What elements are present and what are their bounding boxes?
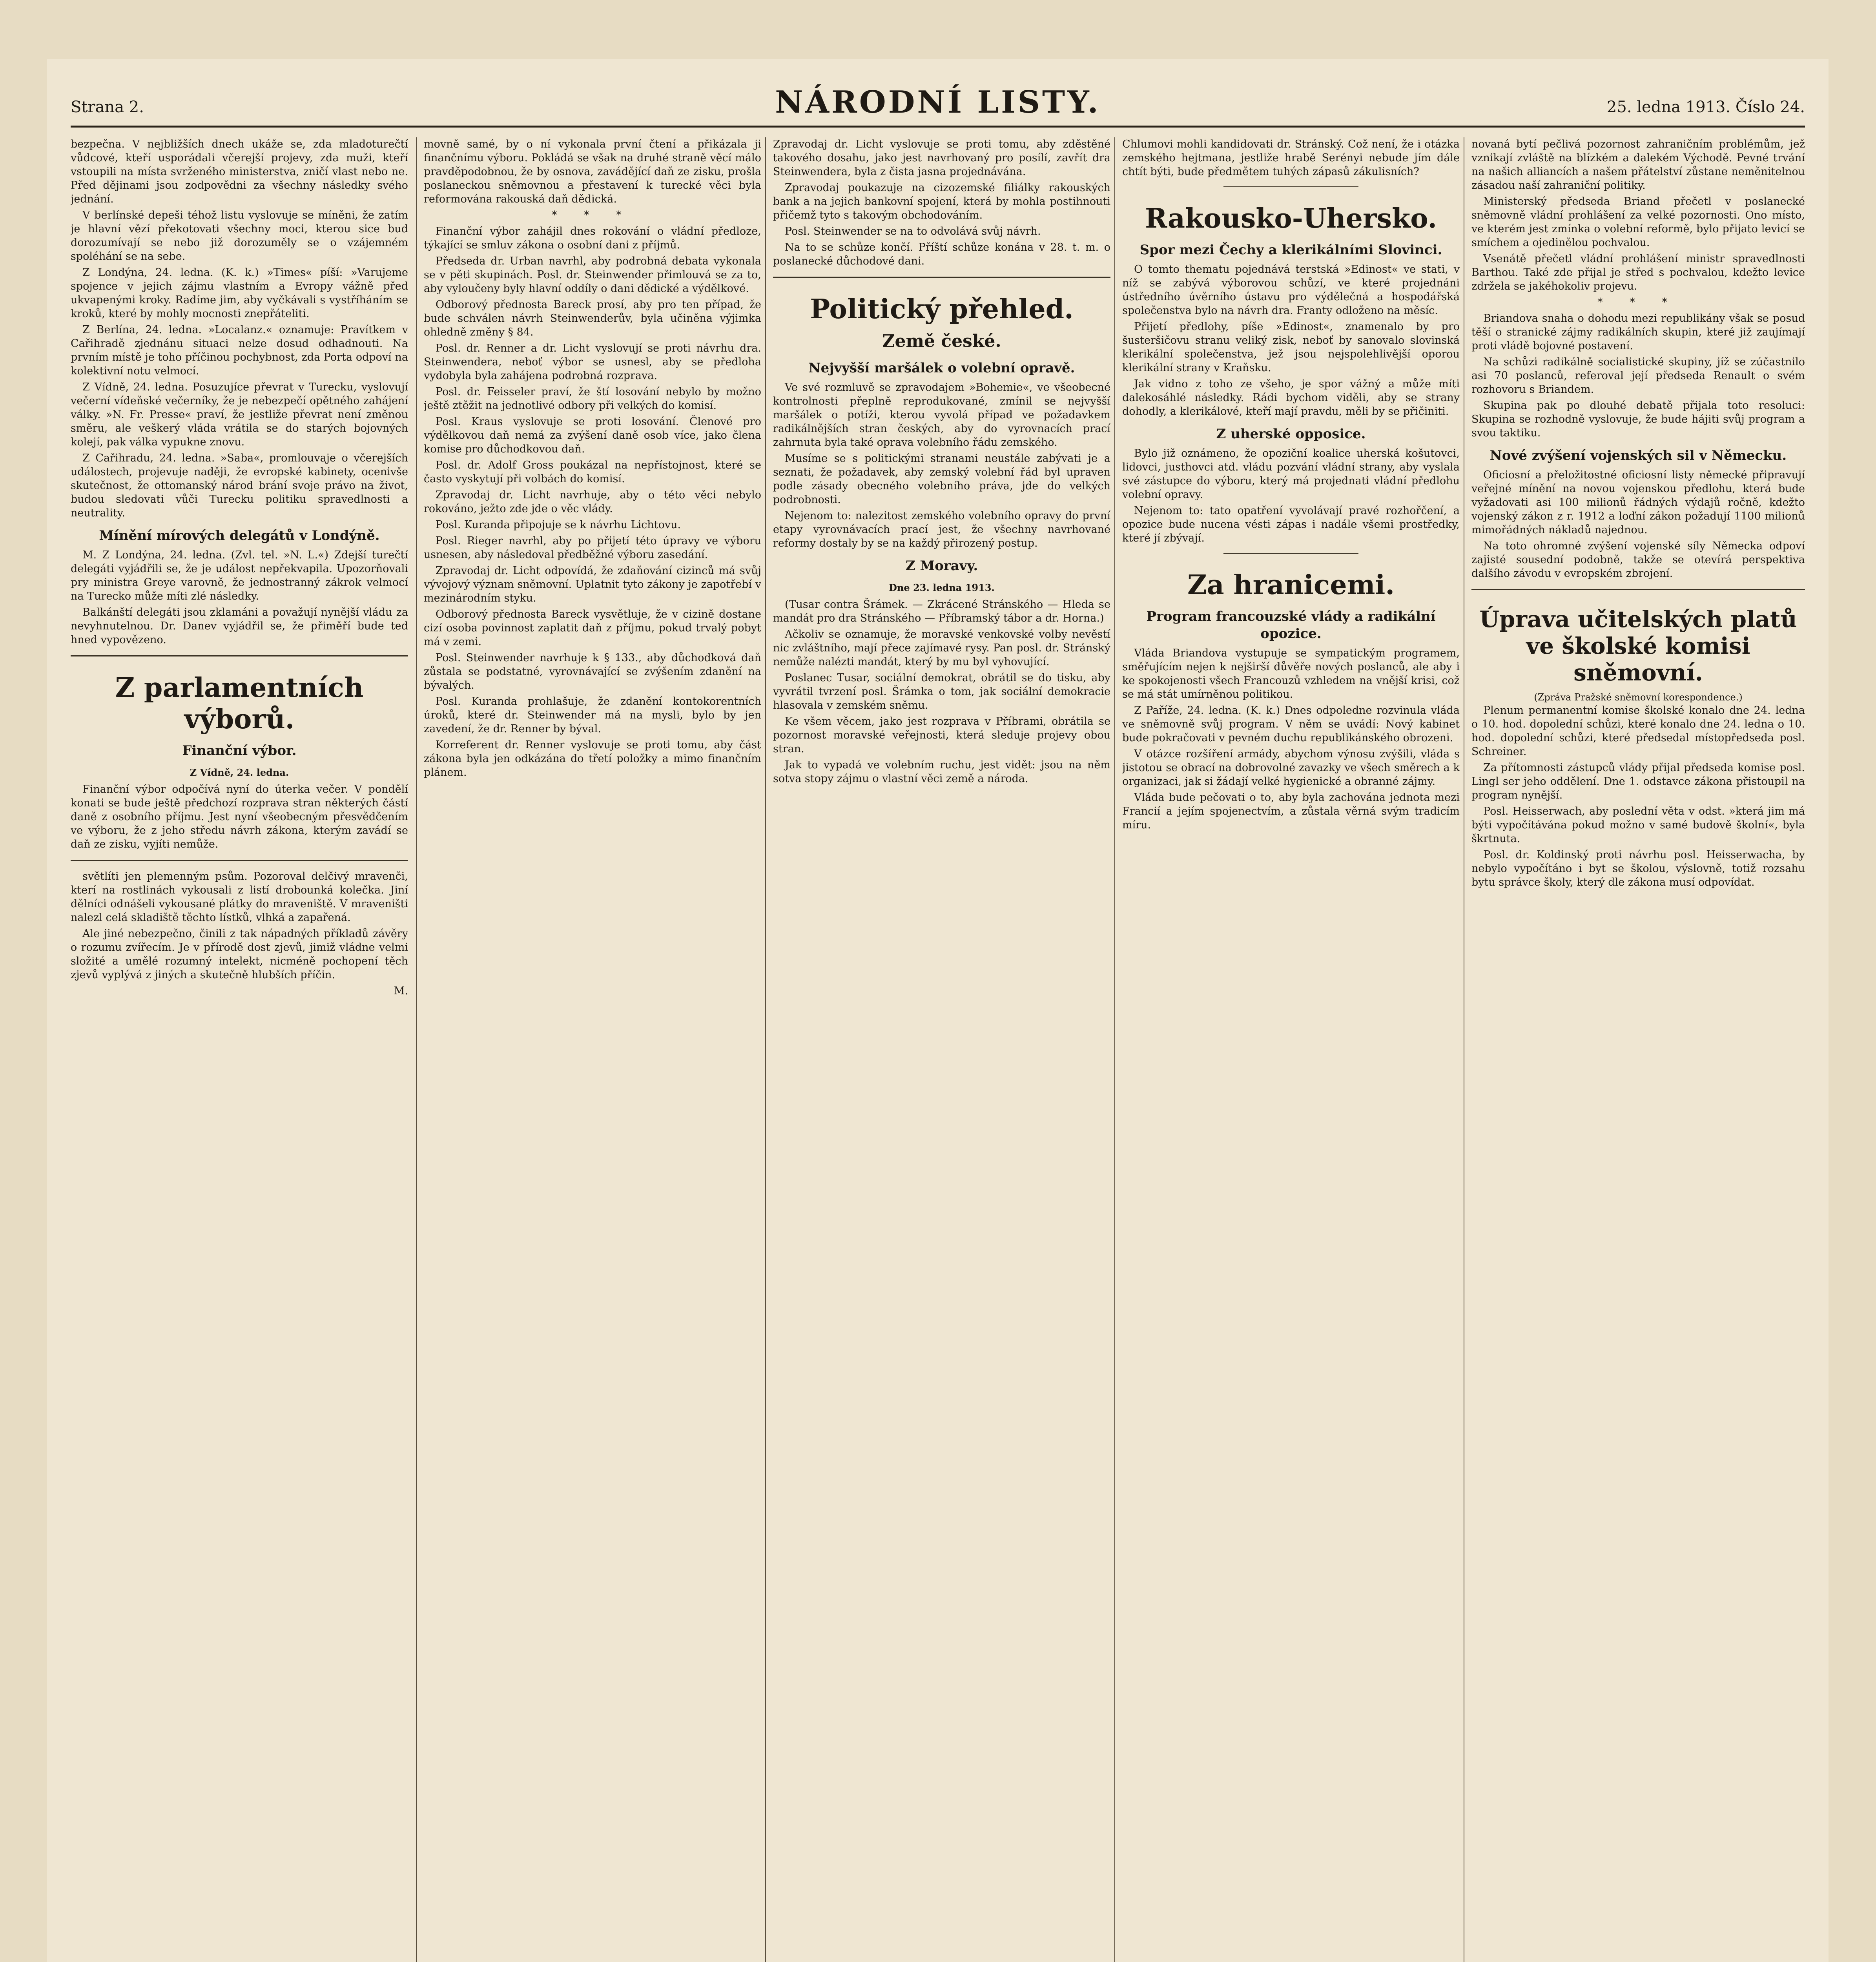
paragraph: Posl. Kraus vyslovuje se proti losování. Členové pro výdělkovou daň nemá za zvýšení daně osob více, jako člena komise pro důchodkovou daň.	[424, 416, 761, 455]
paragraph: Posl. dr. Adolf Gross poukázal na nepřístojnost, které se často vyskytují při volbách do komisí.	[424, 459, 761, 485]
paragraph: Z Cařihradu, 24. ledna. »Saba«, promlouvaje o včerejších událostech, projevuje naději, že evropské kabinety, ocenivše skutečnost, že ottomanský národ brání svoje právo na život, budou sledovati vůči Turecku politiku spravedlnosti a neutrality.	[71, 452, 408, 519]
paragraph: Chlumovi mohli kandidovati dr. Stránský. Což není, že i otázka zemského hejtmana, jestliže hrabě Serényi nebude jím dále chtít býti, bude předmětem tuhých zápasů zákulisních?	[1122, 138, 1460, 178]
paragraph: Odborový přednosta Bareck prosí, aby pro ten případ, že bude schválen návrh Steinwenderův, byla učiněna výjimka ohledně změny § 84.	[424, 299, 761, 338]
dateline: Z Vídně, 24. ledna.	[190, 767, 289, 778]
paragraph: Finanční výbor zahájil dnes rokování o vládní předloze, týkající se smluv zákona o osobní dani z příjmů.	[424, 225, 761, 251]
paragraph: Vsenátě přečetl vládní prohlášení ministr spravedlnosti Barthou. Také zde přijal je střed s pochvalou, kdežto levice zdržela se jakéhokoliv projevu.	[1471, 253, 1805, 292]
paragraph: Bylo již oznámeno, že opoziční koalice uherská košutovci, lidovci, justhovci atd. vládu pozvání vládní strany, aby vyslala své zástupce do výboru, který má projednati vládní předlohu volební opravy.	[1122, 447, 1460, 501]
paragraph: Zpravodaj dr. Licht odpovídá, že zdaňování cizinců má svůj vývojový význam sněmovní. Uplatnit tyto zákony je zapotřebí v mezinárodním styku.	[424, 565, 761, 604]
paragraph: V otázce rozšíření armády, abychom výnosu zvýšili, vláda s jistotou se obrací na dobrovolné zavazky ve všech směrech a k organizaci, jak si žádají velké hygienické a obranné zájmy.	[1122, 748, 1460, 788]
section-heading: Mínění mírových delegátů v Londýně.	[99, 528, 380, 543]
source-note: (Zpráva Pražské sněmovní korespondence.)	[1534, 692, 1743, 703]
paragraph: Posl. Steinwender se na to odvolává svůj návrh.	[785, 225, 1041, 237]
paragraph: Finanční výbor odpočívá nyní do úterka večer. V pondělí konati se bude ještě předchozí rozprava stran některých částí daně z osobního příjmu. Jest nyní všeobecným přesvědčením ve výboru, že z jeho středu návrh zákona, kterým zavádí se daň ze zisku, vyjíti nemůže.	[71, 783, 408, 850]
column-rule	[416, 137, 417, 1962]
paragraph: Jak to vypadá ve volebním ruchu, jest vidět: jsou na něm sotva stopy zájmu o vlastní věci země a národa.	[773, 759, 1110, 785]
divider	[773, 277, 1110, 278]
paragraph: bezpečna. V nejbližších dnech ukáže se, zda mladoturečtí vůdcové, kteří usporádali včerejší projevy, zda muži, kteří vstoupili na místa svrženého ministerstva, zničí vlast nebo ne. Před dějinami jsou zodpovědni za všechny následky svého jednání.	[71, 138, 408, 205]
divider	[1223, 186, 1358, 187]
paragraph: Zpravodaj poukazuje na cizozemské filiálky rakouských bank a na jejich bankovní spojení, která by mohla postihnouti přičemž tyto s takovým obchodováním.	[773, 182, 1110, 221]
column-rule	[765, 137, 766, 1962]
section-subtitle: Země české.	[882, 331, 1001, 351]
paragraph: Z Londýna, 24. ledna. (K. k.) »Times« píší: »Varujeme spojence v jejich zájmu vlastním a Evropy vážně před ukvapenými kroky. Radíme jim, aby vyčkávali s vystříháním se kroků, které by mohly mocnosti znepřáteliti.	[71, 266, 408, 320]
paragraph: Ministerský předseda Briand přečetl v poslanecké sněmovně vládní prohlášení za velké pozornosti. Ono místo, ve kterém jest zmínka o volební reformě, bylo přijato levicí se smíchem a ojedinělou pochvalou.	[1471, 195, 1805, 249]
paragraph: Jak vidno z toho ze všeho, je spor vážný a může míti dalekosáhlé následky. Rádi bychom viděli, aby se strany dohodly, a klerikálové, kteří mají pravdu, měli by se přičiniti.	[1122, 378, 1460, 418]
paragraph: Nejenom to: nalezitost zemského volebního opravy do první etapy vyrovnávacích prací jest, že všechny navrhované reformy dostaly by se na každý přirozený postup.	[773, 510, 1110, 549]
paragraph: Vláda bude pečovati o to, aby byla zachována jednota mezi Francií a jejím spojenectvím, a zůstala věrná svým tradicím míru.	[1122, 791, 1460, 831]
paragraph: Na toto ohromné zvýšení vojenské síly Německa odpoví zajisté sousední podobně, takže se otevírá perspektiva dalšího závodu v evropském zbrojení.	[1471, 540, 1805, 580]
divider	[71, 860, 408, 861]
columns	[71, 137, 1805, 1962]
paragraph: Ve své rozmluvě se zpravodajem »Bohemie«, ve všeobecné kontrolnosti přeplně reprodukované, zmínil se nejvyšší maršálek o potíži, kterou vyvolá případ ve požadavkem radikálnějších stran českých, aby do vyrovnacích prací zahrnuta byla také oprava volebního řádu zemského.	[773, 381, 1110, 449]
newspaper-page	[47, 59, 1829, 1962]
paragraph: O tomto thematu pojednává terstská »Edinost« ve stati, v níž se zabývá výborovou schůzí, ve které projednáni ústředního úvěrního ústavu pro výdělečná a hospodářská společenstva bylo na návrh dra. Franty odloženo na měsíc.	[1122, 263, 1460, 317]
column-2	[424, 137, 761, 1962]
paragraph: Briandova snaha o dohodu mezi republikány však se posud těší o stranické zájmy radikálních skupin, které již zaujímají proti vládě bojovné postavení.	[1471, 312, 1805, 352]
paragraph: Posl. Kuranda prohlašuje, že zdanění kontokorentních úroků, které dr. Steinwender má na mysli, bylo by jen zavedení, že dr. Renner by býval.	[424, 695, 761, 735]
paragraph: Předseda dr. Urban navrhl, aby podrobná debata vykonala se v pěti skupinách. Posl. dr. Steinwender přimlouvá se za to, aby vyloučeny byly hlavní oddíly o dani dědické a výdělkové.	[424, 255, 761, 295]
column-4	[1122, 137, 1460, 1962]
signature: M.	[394, 985, 408, 997]
newspaper-title: NÁRODNÍ LISTY.	[775, 84, 1101, 120]
paragraph: Na schůzi radikálně socialistické skupiny, jíž se zúčastnilo asi 70 poslanců, referoval její předseda Renault o svém rozhovoru s Briandem.	[1471, 356, 1805, 396]
paragraph: Na to se schůze končí. Příští schůze konána v 28. t. m. o poslanecké důchodové dani.	[773, 241, 1110, 267]
paragraph: Skupina pak po dlouhé debatě přijala toto resoluci: Skupina se rozhodně vyslovuje, že bude hájiti svůj program a svou taktiku.	[1471, 399, 1805, 439]
divider	[1223, 553, 1358, 554]
paragraph: Z Vídně, 24. ledna. Posuzujíce převrat v Turecku, vyslovují večerní vídeňské večerníky, že je nebezpečí opětného zahájení války. »N. Fr. Presse« praví, že jestliže převrat není změnou směru, ale veškerý vláda vrátila se do starých bojovných kolejí, pak válka vypukne znovu.	[71, 381, 408, 448]
paragraph: Zpravodaj dr. Licht navrhuje, aby o této věci nebylo rokováno, ježto zde jde o věc vlády.	[424, 489, 761, 515]
article-heading: Nové zvýšení vojenských sil v Německu.	[1489, 448, 1787, 463]
paragraph: Za přítomnosti zástupců vlády přijal předseda komise posl. Lingl ser jeho oddělení. Dne 1. odstavce zákona přistoupil na program nynější.	[1471, 762, 1805, 801]
paragraph: Korreferent dr. Renner vyslovuje se proti tomu, aby část zákona byla jen odkázána do třetí položky a mimo finančním plánem.	[424, 739, 761, 779]
paragraph: Odborový přednosta Bareck vysvětluje, že v cizině dostane cizí osoba povinnost zaplatit daň z příjmu, pokud trvalý pobyt má v zemi.	[424, 608, 761, 648]
paragraph: Posl. dr. Renner a dr. Licht vyslovují se proti návrhu dra. Steinwendera, neboť výbor se usnesl, aby se předloha vydobyla byla zahájena podrobná rozprava.	[424, 342, 761, 382]
paragraph: Posl. Heisserwach, aby poslední věta v odst. »která jim má býti vypočítávána pokud možno v samé budově školní«, byla škrtnuta.	[1471, 805, 1805, 845]
paragraph: Oficiosní a přeložitostné oficiosní listy německé připravují veřejné mínění na novou vojenskou předlohu, která bude vyžadovati asi 100 milionů řádných výdajů ročně, kdežto vojenský zákon z r. 1912 a loďní zákon požadují 1100 milionů mimořádných nákladů najednou.	[1471, 469, 1805, 536]
paragraph: Ke všem věcem, jako jest rozprava v Příbrami, obrátila se pozornost moravské veřejnosti, která sleduje projevy obou stran.	[773, 715, 1110, 755]
issue-date: 25. ledna 1913. Číslo 24.	[1606, 98, 1805, 116]
article-heading: Nejvyšší maršálek o volební opravě.	[808, 360, 1075, 376]
divider	[1471, 589, 1805, 590]
running-header	[71, 82, 1805, 128]
section-title: Politický přehled.	[810, 294, 1074, 325]
column-1	[71, 137, 408, 1962]
paragraph: Ačkoliv se oznamuje, že moravské venkovské volby nevěstí nic zvláštního, mají přece zajímavé rysy. Pan posl. dr. Stránský nemůže nalézti mandát, který by mu byl vyhovující.	[773, 628, 1110, 668]
article-heading: Spor mezi Čechy a klerikálními Slovinci.	[1139, 242, 1442, 258]
paragraph: Plenum permanentní komise školské konalo dne 24. ledna o 10. hod. dopolední schůzi, které konalo dne 24. ledna o 10. hod. dopolední schůzi, které předsedal místopředseda posl. Schreiner.	[1471, 704, 1805, 758]
paragraph: Vláda Briandova vystupuje se sympatickým programem, směřujícím nejen k nejširší důvěře nových poslanců, ale aby i ke spokojenosti všech Francouzů vzhledem na vnější krisi, což se má stát umírněnou politikou.	[1122, 647, 1460, 700]
column-3	[773, 137, 1110, 1962]
paragraph: světlíti jen plemenným psům. Pozoroval delčivý mravenči, kterí na rostlinách vykousali z listí drobounká kolečka. Jiní dělníci odnášeli vykousané plátky do mraveniště. V mraveništi nalezl celá skladiště těchto lístků, vlhká a zapařená.	[71, 870, 408, 924]
section-title: Úprava učitelských platů ve školské komisi sněmovní.	[1479, 606, 1797, 686]
section-title: Z parlamentních výborů.	[115, 672, 364, 735]
paragraph: novaná bytí pečlivá pozornost zahraničním problémům, jež vznikají zvláště na blízkém a dalekém Východě. Pevné trvání na našich alliancích a našem přátelství zůstane neměnitelnou zásadou naší zahraniční politiky.	[1471, 138, 1805, 191]
paragraph: Nejenom to: tato opatření vyvolávají pravé rozhořčení, a opozice bude nucena vésti zápas i nadále všemi prostředky, které jí zbývají.	[1122, 505, 1460, 544]
stars-divider: * * *	[1597, 296, 1679, 308]
dateline: Dne 23. ledna 1913.	[889, 582, 995, 593]
paragraph: movně samé, by o ní vykonala první čtení a přikázala ji finančnímu výboru. Pokládá se však na druhé straně věcí málo pravděpodobnou, že by osnova, zavádějící daň ze zisku, prošla poslaneckou sněmovnou a přestavení k turecké věci byla reformována rakouská daň dědická.	[424, 138, 761, 205]
article-heading: Z uherské opposice.	[1216, 426, 1366, 442]
paragraph: V berlínské depeši téhož listu vyslovuje se míněni, že zatím je hlavní vězí překotovati všechny moci, kterou sice bud dorozumívají se nebo již dorozuměly se o vzájemném spoléhání se na sebe.	[71, 209, 408, 263]
stars-divider: * * *	[552, 209, 633, 221]
paragraph: Z Berlína, 24. ledna. »Localanz.« oznamuje: Pravítkem v Cařihradě zjednánu situaci nelze dosud odhadnouti. Na prvním místě je toho příčinou pochybnost, zda Porta odpoví na kolektivní notu velmocí.	[71, 324, 408, 377]
column-5	[1471, 137, 1805, 1962]
paragraph: Posl. Rieger navrhl, aby po přijetí této úpravy ve výboru usnesen, aby následoval předběžné výboru zasedání.	[424, 535, 761, 561]
article-heading: Z Moravy.	[905, 558, 978, 574]
column-rule	[1114, 137, 1115, 1962]
paragraph: Ale jiné nebezpečno, činili z tak nápadných příkladů závěry o rozumu zvířecím. Je v přírodě dost zjevů, jimiž vládne velmi složité a umělé rozumný intelekt, nicméně pochopení těch zjevů vyplývá z jiných a skutečně hlubších příčin.	[71, 928, 408, 981]
paragraph: Přijetí předlohy, píše »Edinost«, znamenalo by pro šusteršičovu stranu veliký zisk, neboť by sanovalo slovinská klerikální společenstva, jež jsou nejspolehlivější oporou klerikální strany v Kraňsku.	[1122, 321, 1460, 374]
paragraph: M. Z Londýna, 24. ledna. (Zvl. tel. »N. L.«) Zdejší turečtí delegáti vyjádřili se, že je událost nepřekvapila. Upozorňovali pry ministra Greye varovně, že jednostranný zákrok velmocí na Turecko může míti zlé následky.	[71, 549, 408, 602]
paragraph: (Tusar contra Šrámek. — Zkrácené Stránského — Hleda se mandát pro dra Stránského — Příbramský tábor a dr. Horna.)	[773, 598, 1110, 624]
paragraph: Musíme se s politickými stranami neustále zabývati je a seznati, že požadavek, aby zemský volební řád byl upraven podle zásady obecného volebního práva, jde do velkých podrobnosti.	[773, 452, 1110, 506]
paragraph: Poslanec Tusar, sociální demokrat, obrátil se do tisku, aby vyvrátil tvrzení posl. Šrámka o tom, jak sociální demokracie hlasovala v zemském sněmu.	[773, 672, 1110, 711]
paragraph: Posl. dr. Feisseler praví, že ští losování nebylo by možno ještě ztěžit na jednotlivé odbory při velkých do komisí.	[424, 386, 761, 412]
article-heading: Program francouzské vlády a radikální opozice.	[1146, 609, 1436, 642]
section-title: Rakousko-Uhersko.	[1145, 203, 1437, 234]
divider	[71, 655, 408, 656]
section-subtitle: Finanční výbor.	[182, 743, 297, 759]
paragraph: Z Paříže, 24. ledna. (K. k.) Dnes odpoledne rozvinula vláda ve sněmovně svůj program. V něm se uvádí: Nový kabinet bude pokračovati v pevném duchu republikánského obrozeni.	[1122, 704, 1460, 744]
paragraph: Balkánští delegáti jsou zklamáni a považují nynější vládu za nevyhnutelnou. Dr. Danev vyjádřil se, že přiměří bude teď hned vypovězeno.	[71, 606, 408, 646]
section-title: Za hranicemi.	[1187, 569, 1395, 601]
paragraph: Posl. Kuranda připojuje se k návrhu Lichtovu.	[436, 519, 681, 531]
paragraph: Posl. Steinwender navrhuje k § 133., aby důchodková daň zůstala se podstatné, vyrovnávající se zvýšením zdanění na bývalých.	[424, 652, 761, 691]
page-number: Strana 2.	[71, 98, 144, 116]
paragraph: Zpravodaj dr. Licht vyslovuje se proti tomu, aby zděstěné takového dosahu, jako jest navrhovaný pro posílí, zavřít dra Steinwendera, byla z čista jasna projednávána.	[773, 138, 1110, 178]
paragraph: Posl. dr. Koldinský proti návrhu posl. Heisserwacha, by nebylo vypočítáno i byt se školou, výslovně, totiž rozsahu bytu správce školy, který dle zákona musí odpovídat.	[1471, 849, 1805, 888]
